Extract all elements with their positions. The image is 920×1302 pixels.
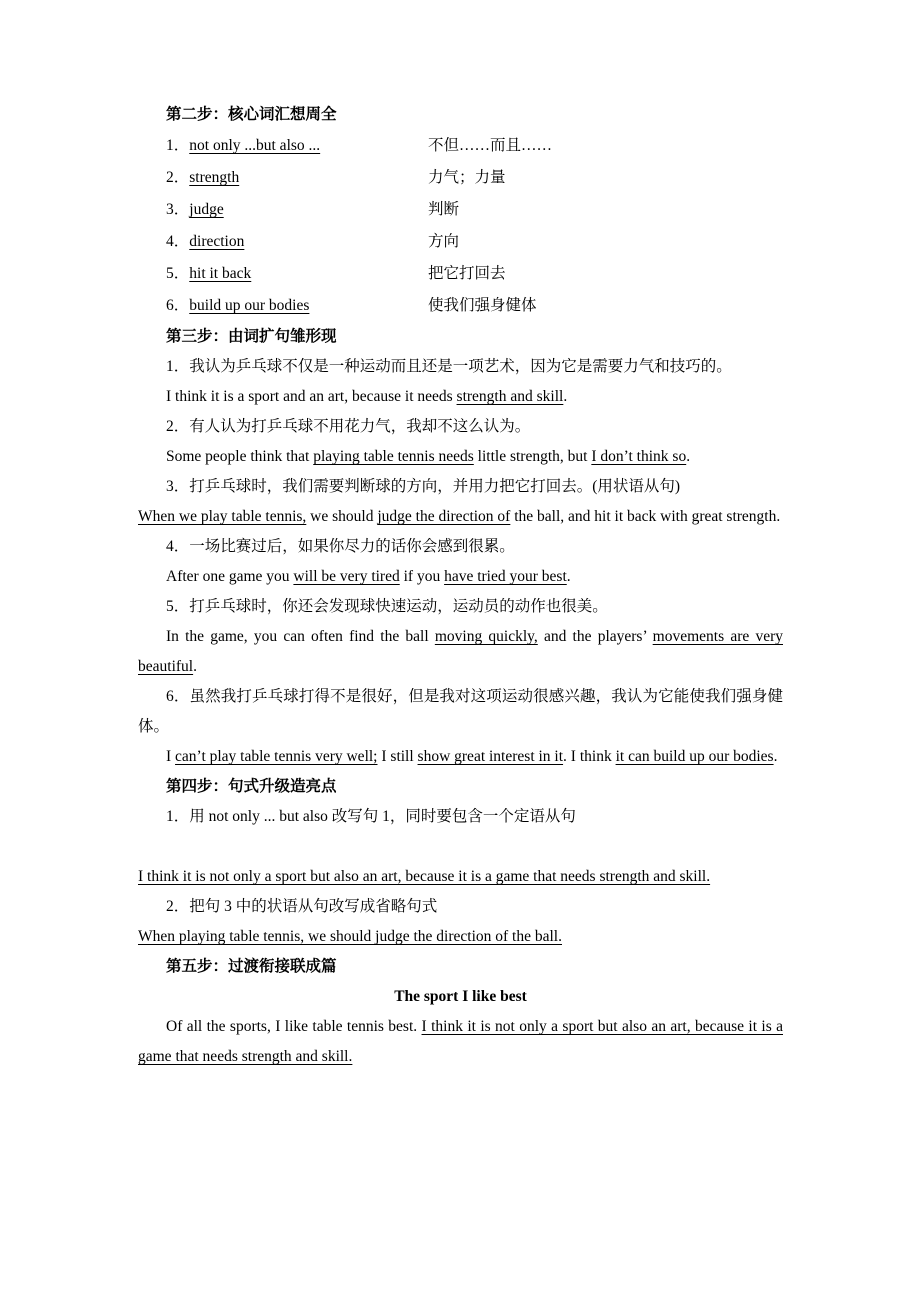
paragraph — [138, 472, 783, 502]
answer-text: show great interest in it — [417, 748, 564, 765]
text-segment: I — [166, 748, 176, 765]
text-segment: 3．打乒乓球时，我们需要判断球的方向，并用力把它打回去。(用状语从句) — [166, 478, 681, 495]
paragraph — [138, 682, 783, 742]
vocab-word: strength — [189, 169, 240, 186]
text-segment: . — [686, 448, 691, 465]
vocab-word: judge — [189, 201, 224, 218]
answer-text: judge the direction of — [377, 508, 511, 525]
vocab-meaning: 使我们强身健体 — [428, 297, 537, 314]
text-segment: 2．把句 3 中的状语从句改写成省略句式 — [166, 898, 438, 915]
text-segment: I still — [377, 748, 418, 765]
text-segment: Of all the sports, I like table tennis best. — [166, 1018, 422, 1035]
vocab-row — [138, 130, 783, 162]
answer-text: strength and skill — [456, 388, 564, 405]
vocab-row — [138, 258, 783, 290]
vocab-term — [166, 130, 428, 162]
section-heading: 第二步：核心词汇想周全 — [166, 106, 337, 123]
text-segment: . — [773, 748, 778, 765]
answer-text: When playing table tennis, we should judge the direction of the ball. — [138, 928, 562, 945]
answer-text: When we play table tennis, — [138, 508, 307, 525]
text-segment: 4．一场比赛过后，如果你尽力的话你会感到很累。 — [166, 538, 515, 555]
paragraph — [138, 532, 783, 562]
paragraph — [138, 922, 783, 952]
section-heading: 第三步：由词扩句雏形现 — [166, 328, 337, 345]
text-segment: and the players’ — [537, 628, 653, 645]
answer-text: moving quickly, — [434, 628, 538, 645]
text-segment: 5．打乒乓球时，你还会发现球快速运动，运动员的动作也很美。 — [166, 598, 608, 615]
blank-line — [138, 832, 783, 862]
paragraph — [138, 802, 783, 832]
text-segment: Some people think that — [166, 448, 314, 465]
vocab-row — [138, 162, 783, 194]
answer-text: I think it is not only a sport but also an art, because it is a game that needs strength and skill. — [138, 1018, 783, 1065]
answer-text: have tried your best — [444, 568, 567, 585]
text-segment: 1．我认为乒乓球不仅是一种运动而且还是一项艺术，因为它是需要力气和技巧的。 — [166, 358, 732, 375]
vocab-word: build up our bodies — [189, 297, 310, 314]
paragraph — [138, 502, 783, 532]
vocab-term — [166, 162, 428, 194]
answer-text: playing table tennis needs — [313, 448, 474, 465]
vocab-word: direction — [189, 233, 245, 250]
vocab-meaning: 判断 — [428, 201, 460, 218]
vocab-number: 5． — [166, 265, 190, 282]
vocab-meaning: 方向 — [428, 233, 460, 250]
text-segment: 2．有人认为打乒乓球不用花力气，我却不这么认为。 — [166, 418, 531, 435]
text-segment: . — [193, 658, 197, 675]
text-segment: we should — [306, 508, 378, 525]
vocab-term — [166, 290, 428, 322]
paragraph — [138, 412, 783, 442]
answer-text: will be very tired — [293, 568, 400, 585]
paragraph — [138, 442, 783, 472]
text-segment: 1．用 not only ... but also 改写句 1，同时要包含一个定语从句 — [166, 808, 576, 825]
section-heading: 第四步：句式升级造亮点 — [166, 778, 337, 795]
vocab-term — [166, 226, 428, 258]
text-segment: In the game, you can often find the ball — [166, 628, 435, 645]
answer-text: I think it is not only a sport but also an art, because it is a game that needs strength and skill. — [138, 868, 711, 885]
vocab-number: 1． — [166, 137, 190, 154]
vocab-number: 6． — [166, 297, 190, 314]
text-segment: After one game you — [166, 568, 294, 585]
paragraph — [138, 352, 783, 382]
text-segment: The sport I like best — [394, 988, 527, 1005]
text-segment: I think it is a sport and an art, because it needs — [166, 388, 457, 405]
text-segment: 6．虽然我打乒乓球打得不是很好，但是我对这项运动很感兴趣，我认为它能使我们强身健体。 — [138, 688, 783, 735]
section-heading: 第五步：过渡衔接联成篇 — [166, 958, 337, 975]
essay-title — [138, 982, 783, 1012]
paragraph — [138, 382, 783, 412]
paragraph — [138, 562, 783, 592]
vocab-term — [166, 194, 428, 226]
document-content — [138, 100, 783, 1072]
vocab-row — [138, 194, 783, 226]
text-segment: . — [563, 388, 568, 405]
vocab-number: 4． — [166, 233, 190, 250]
text-segment: . I think — [563, 748, 616, 765]
paragraph — [138, 742, 783, 772]
paragraph — [138, 622, 783, 682]
vocab-meaning: 力气；力量 — [428, 169, 506, 186]
answer-text: I don’t think so — [591, 448, 687, 465]
vocab-meaning: 把它打回去 — [428, 265, 506, 282]
text-segment: little strength, but — [473, 448, 592, 465]
vocab-number: 3． — [166, 201, 190, 218]
vocab-word: hit it back — [189, 265, 252, 282]
paragraph — [138, 592, 783, 622]
vocab-meaning: 不但……而且…… — [428, 137, 553, 154]
text-segment: if you — [399, 568, 445, 585]
vocab-row — [138, 290, 783, 322]
paragraph — [138, 892, 783, 922]
answer-text: can’t play table tennis very well; — [175, 748, 378, 765]
paragraph — [138, 1012, 783, 1072]
vocab-word: not only ...but also ... — [189, 137, 321, 154]
answer-text: it can build up our bodies — [615, 748, 774, 765]
text-segment: the ball, and hit it back with great strength. — [510, 508, 781, 525]
answer-text: movements are very beautiful — [138, 628, 783, 675]
paragraph — [138, 862, 783, 892]
vocab-term — [166, 258, 428, 290]
text-segment: . — [566, 568, 571, 585]
vocab-row — [138, 226, 783, 258]
vocab-number: 2． — [166, 169, 190, 186]
